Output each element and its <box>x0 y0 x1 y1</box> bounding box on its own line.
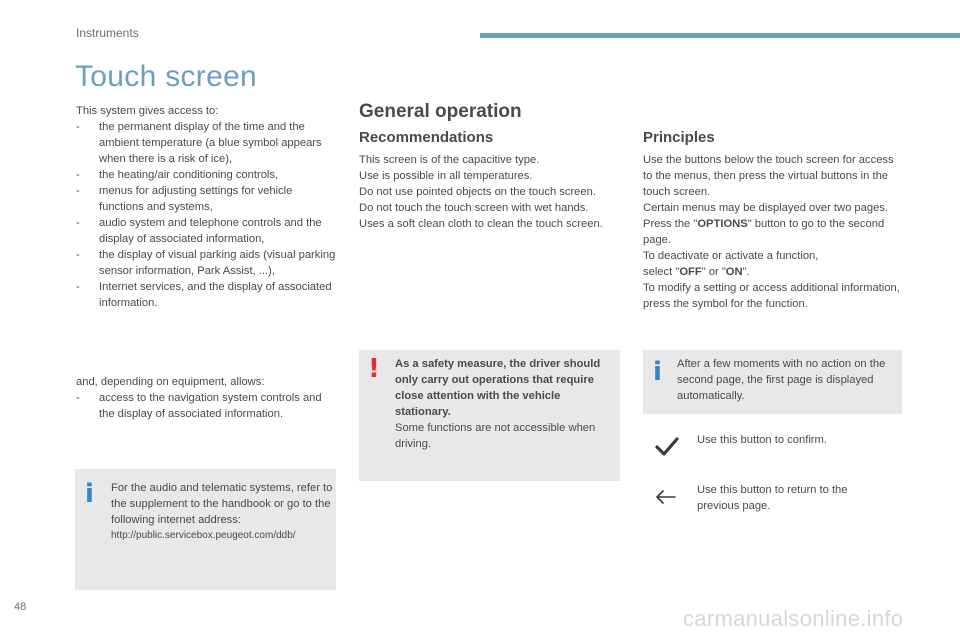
list-item: - the permanent display of the time and the ambient temperature (a blue symbol appears when there is a risk of ice), <box>76 119 338 167</box>
principle-paragraph: To deactivate or activate a function, <box>643 250 819 262</box>
watermark: carmanualsonline.info <box>683 606 904 631</box>
support-url: http://public.servicebox.peugeot.com/ddb/ <box>111 530 296 541</box>
back-description: Use this button to return to the previous page. <box>697 484 848 512</box>
back-button-icon-wrap <box>655 488 677 506</box>
confirm-description: Use this button to confirm. <box>697 434 827 446</box>
info-note-text: For the audio and telematic systems, refer to the supplement to the handbook or go to the following internet address: <box>111 482 333 526</box>
warning-text: Some functions are not accessible when driving. <box>395 422 596 450</box>
list-item: - the heating/air conditioning controls, <box>76 167 338 183</box>
recommendation-line: Use is possible in all temperatures. <box>359 170 533 182</box>
principles-heading: Principles <box>643 129 715 146</box>
checkmark-icon <box>655 436 679 458</box>
info-icon: i <box>85 479 94 509</box>
recommendation-line: Uses a soft clean cloth to clean the touch screen. <box>359 218 603 230</box>
principles-text <box>643 152 901 312</box>
header-accent-bar <box>480 33 960 38</box>
warning-icon: ! <box>368 354 380 384</box>
list-item: - Internet services, and the display of associated information. <box>76 279 338 311</box>
recommendations-heading: Recommendations <box>359 129 494 146</box>
recommendation-line: Do not use pointed objects on the touch screen. <box>359 186 596 198</box>
safety-warning-note <box>359 350 620 481</box>
equipment-list <box>76 390 338 422</box>
equipment-intro: and, depending on equipment, allows: <box>76 376 265 388</box>
on-label: ON <box>725 266 743 278</box>
principle-paragraph: select "OFF" or "ON". <box>643 266 750 278</box>
list-item: - access to the navigation system controls and the display of associated information. <box>76 390 338 422</box>
list-item: - audio system and telephone controls and the display of associated information, <box>76 215 338 247</box>
principle-paragraph: Use the buttons below the touch screen for access to the menus, then press the virtual buttons in the touch screen. <box>643 154 894 198</box>
info-note-text: After a few moments with no action on the second page, the first page is displayed automatically. <box>677 358 886 402</box>
info-note-audio <box>75 469 336 590</box>
recommendation-line: This screen is of the capacitive type. <box>359 154 540 166</box>
page-title: Touch screen <box>75 60 258 93</box>
confirm-button-icon-wrap <box>655 436 679 458</box>
general-operation-heading: General operation <box>359 101 522 122</box>
recommendations-text <box>359 152 617 232</box>
equipment-block <box>76 374 338 422</box>
page-number: 48 <box>14 601 27 613</box>
info-note-pages <box>643 350 902 414</box>
principle-paragraph: Certain menus may be displayed over two pages. Press the "OPTIONS" button to go to the second page. <box>643 202 889 246</box>
off-label: OFF <box>679 266 702 278</box>
list-item: - menus for adjusting settings for vehicle functions and systems, <box>76 183 338 215</box>
list-item: - the display of visual parking aids (visual parking sensor information, Park Assist, ...), <box>76 247 338 279</box>
info-icon: i <box>653 357 662 387</box>
recommendation-line: Do not touch the touch screen with wet hands. <box>359 202 589 214</box>
intro-block <box>76 103 338 311</box>
feature-list <box>76 119 338 311</box>
back-arrow-icon <box>655 488 677 506</box>
intro-text: This system gives access to: <box>76 105 219 117</box>
options-label: OPTIONS <box>697 218 748 230</box>
section-label: Instruments <box>76 26 139 40</box>
warning-bold-text: As a safety measure, the driver should only carry out operations that require close attention with the vehicle stationary. <box>395 358 601 418</box>
principle-paragraph: To modify a setting or access additional information, press the symbol for the function. <box>643 282 900 310</box>
